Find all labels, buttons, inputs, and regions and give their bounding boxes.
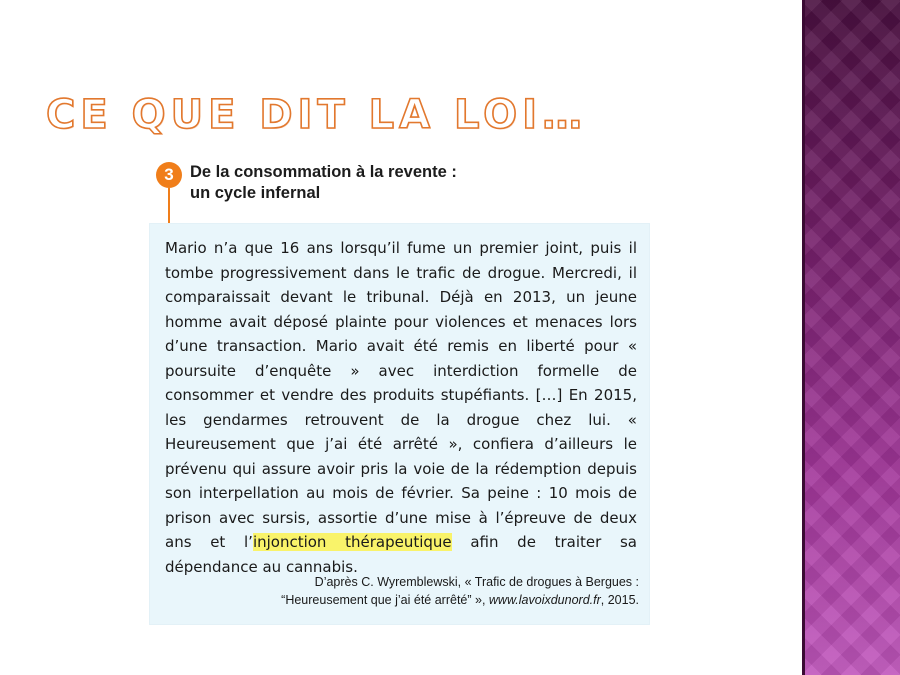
document-text-box: [150, 224, 649, 624]
document-number-badge: 3: [156, 162, 182, 188]
source-site: www.lavoixdunord.fr: [488, 593, 601, 607]
decorative-side-panel: [802, 0, 900, 675]
document-source: [281, 573, 639, 609]
source-year: , 2015.: [600, 593, 639, 607]
source-line2-prefix: “Heureusement que j’ai été arrêté” »,: [281, 593, 489, 607]
source-line1: D’après C. Wyremblewski, « Trafic de drogues à Bergues :: [314, 575, 639, 589]
slide-title: CE QUE DIT LA LOI…: [46, 92, 587, 138]
document-heading-line2: un cycle infernal: [190, 184, 321, 202]
document-heading-line1: De la consommation à la revente :: [190, 163, 457, 181]
highlighted-term: injonction thérapeutique: [252, 533, 452, 551]
document-header: [152, 158, 552, 224]
body-text-before: Mario n’a que 16 ans lorsqu’il fume un premier joint, puis il tombe progressivement dans le trafic de drogue. Mercredi, il comparaissait devant le tribunal. Déjà en 2013, un jeune homme avait déposé plainte pour violences et menaces lors d’une transaction. Mario avait été remis en liberté pour « poursuite d’enquête » avec interdiction formelle de consommer et vendre des produits stupéfiants. […] En 2015, les gendarmes retrouvent de la drogue chez lui. « Heureusement que j’ai été arrêté », confiera d’ailleurs le prévenu qui assure avoir pris la voie de la rédemption depuis son interpellation au mois de février. Sa peine : 10 mois de prison avec sursis, assortie d’une mise à l’épreuve de deux ans et l’: [165, 239, 637, 551]
document-heading: [190, 162, 457, 204]
document-body: [165, 236, 637, 579]
body-text-after: afin de traiter sa dépendance au cannabis.: [165, 533, 637, 576]
document-number-line: [168, 188, 170, 224]
